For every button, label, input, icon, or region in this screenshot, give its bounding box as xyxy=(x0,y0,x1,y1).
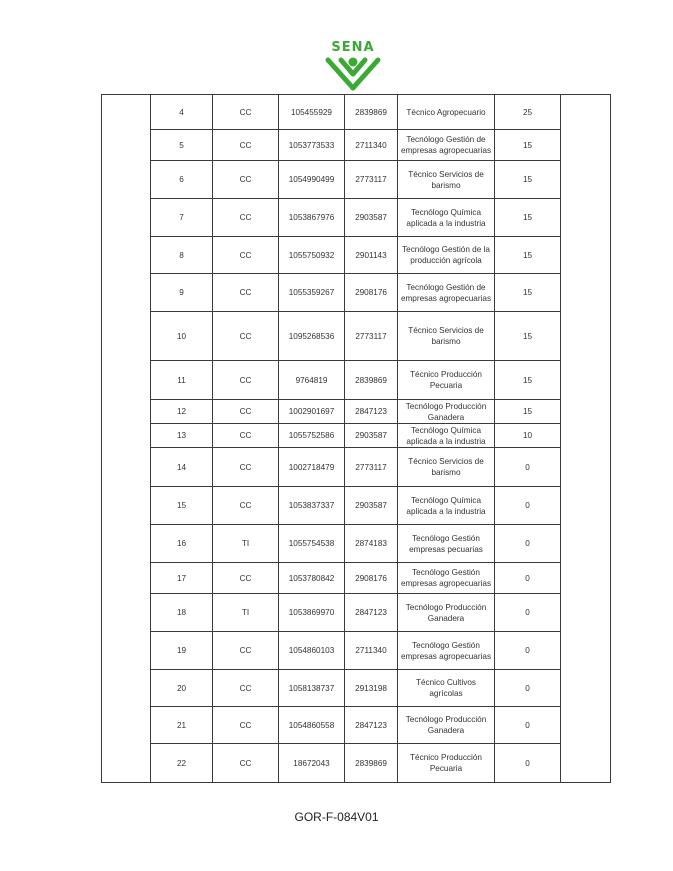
table-row xyxy=(102,744,611,783)
row-number-cell: 8 xyxy=(151,237,213,274)
program-name-cell xyxy=(398,594,495,632)
program-name-cell xyxy=(398,744,495,783)
program-name-line: empresas pecuarias xyxy=(409,544,483,554)
table-row xyxy=(102,400,611,424)
row-number-cell: 16 xyxy=(151,525,213,563)
id-number-cell: 1095268536 xyxy=(279,312,345,361)
program-name-line: empresas agropecuarias xyxy=(400,579,492,588)
program-name-line: barismo xyxy=(431,337,461,346)
program-name-line: agrícolas xyxy=(429,689,463,698)
doc-type-cell: TI xyxy=(213,525,279,563)
program-name-cell xyxy=(398,670,495,707)
table-row xyxy=(102,487,611,525)
table-row xyxy=(102,199,611,237)
row-number-cell: 19 xyxy=(151,632,213,670)
score-cell: 15 xyxy=(495,199,561,237)
row-number-cell: 21 xyxy=(151,707,213,744)
program-name-cell xyxy=(398,161,495,199)
program-name-cell xyxy=(398,274,495,312)
table-row xyxy=(102,594,611,632)
program-name-cell xyxy=(398,95,495,130)
doc-type-cell: CC xyxy=(213,632,279,670)
program-name-line: Técnico Producción xyxy=(410,370,482,379)
row-number-cell: 20 xyxy=(151,670,213,707)
program-name-line: Tecnólogo Producción xyxy=(405,602,487,612)
id-number-cell: 1053867976 xyxy=(279,199,345,237)
row-number-cell: 6 xyxy=(151,161,213,199)
score-cell: 0 xyxy=(495,487,561,525)
doc-type-cell: CC xyxy=(213,670,279,707)
program-code-cell: 2903587 xyxy=(345,199,398,237)
score-cell: 15 xyxy=(495,312,561,361)
program-code-cell: 2913198 xyxy=(345,670,398,707)
row-number-cell: 18 xyxy=(151,594,213,632)
score-cell: 25 xyxy=(495,95,561,130)
doc-type-cell: CC xyxy=(213,707,279,744)
score-cell: 15 xyxy=(495,400,561,424)
score-cell: 0 xyxy=(495,744,561,783)
doc-type-cell: CC xyxy=(213,312,279,361)
program-name-line: Tecnólogo Producción xyxy=(405,401,487,411)
program-code-cell: 2847123 xyxy=(345,707,398,744)
sena-figure-logo-icon xyxy=(324,52,382,92)
score-cell: 0 xyxy=(495,670,561,707)
program-code-cell: 2773117 xyxy=(345,448,398,487)
program-name-line: Tecnólogo Gestión xyxy=(412,533,480,543)
row-number-cell: 9 xyxy=(151,274,213,312)
id-number-cell: 1053869970 xyxy=(279,594,345,632)
row-number-cell: 11 xyxy=(151,361,213,400)
id-number-cell: 1054990499 xyxy=(279,161,345,199)
program-name-cell xyxy=(398,563,495,594)
program-name-cell xyxy=(398,487,495,525)
id-number-cell: 1054860103 xyxy=(279,632,345,670)
program-name-line: producción agrícola xyxy=(410,256,482,265)
table-row xyxy=(102,525,611,563)
score-cell: 0 xyxy=(495,707,561,744)
program-name-line: Ganadera xyxy=(427,412,465,422)
program-name-line: Tecnólogo Química xyxy=(410,425,482,435)
id-number-cell: 1055750932 xyxy=(279,237,345,274)
program-name-line: aplicada a la industria xyxy=(406,506,486,516)
program-name-cell xyxy=(398,237,495,274)
doc-type-cell: CC xyxy=(213,563,279,594)
table-row xyxy=(102,632,611,670)
program-code-cell: 2839869 xyxy=(345,744,398,783)
program-name-line: Pecuaria xyxy=(429,381,463,390)
program-name-line: Tecnólogo Producción xyxy=(405,715,487,724)
row-number-cell: 10 xyxy=(151,312,213,361)
score-cell: 0 xyxy=(495,563,561,594)
id-number-cell: 1002901697 xyxy=(279,400,345,424)
row-number-cell: 17 xyxy=(151,563,213,594)
table-row xyxy=(102,130,611,161)
table-row xyxy=(102,670,611,707)
doc-type-cell: CC xyxy=(213,448,279,487)
id-number-cell: 18672043 xyxy=(279,744,345,783)
doc-type-cell: CC xyxy=(213,199,279,237)
row-number-cell: 12 xyxy=(151,400,213,424)
row-number-cell: 22 xyxy=(151,744,213,783)
doc-type-cell: CC xyxy=(213,237,279,274)
score-cell: 0 xyxy=(495,594,561,632)
table-row xyxy=(102,237,611,274)
program-code-cell: 2903587 xyxy=(345,424,398,448)
id-number-cell: 1058138737 xyxy=(279,670,345,707)
program-name-cell xyxy=(398,400,495,424)
id-number-cell: 1053773533 xyxy=(279,130,345,161)
program-name-cell xyxy=(398,525,495,563)
score-cell: 15 xyxy=(495,130,561,161)
program-name-cell xyxy=(398,448,495,487)
id-number-cell: 1055359267 xyxy=(279,274,345,312)
sena-logo-text: SENA xyxy=(331,40,375,55)
document-code: GOR-F-084V01 xyxy=(294,810,379,824)
program-name-cell xyxy=(398,424,495,448)
doc-type-cell: CC xyxy=(213,130,279,161)
score-cell: 15 xyxy=(495,274,561,312)
score-cell: 15 xyxy=(495,237,561,274)
table-row xyxy=(102,95,611,130)
table-row xyxy=(102,563,611,594)
id-number-cell: 9764819 xyxy=(279,361,345,400)
program-name-line: barismo xyxy=(431,180,461,190)
score-cell: 15 xyxy=(495,361,561,400)
program-code-cell: 2903587 xyxy=(345,487,398,525)
table-row xyxy=(102,707,611,744)
program-name-line: Tecnólogo Gestión de xyxy=(406,135,486,144)
right-empty-column xyxy=(561,95,611,783)
doc-type-cell: CC xyxy=(213,400,279,424)
score-cell: 0 xyxy=(495,448,561,487)
program-code-cell: 2847123 xyxy=(345,594,398,632)
program-name-line: Pecuaria xyxy=(429,764,463,773)
score-cell: 0 xyxy=(495,525,561,563)
program-name-cell xyxy=(398,312,495,361)
table-row xyxy=(102,361,611,400)
data-table xyxy=(101,94,611,783)
table-row xyxy=(102,424,611,448)
program-name-line: Ganadera xyxy=(427,613,465,623)
id-number-cell: 1002718479 xyxy=(279,448,345,487)
program-name-line: Ganadera xyxy=(427,726,465,735)
program-name-line: empresas agropecuarias xyxy=(400,146,492,155)
program-name-line: Técnico Agropecuario xyxy=(406,107,486,117)
program-code-cell: 2773117 xyxy=(345,312,398,361)
doc-type-cell: CC xyxy=(213,161,279,199)
id-number-cell: 105455929 xyxy=(279,95,345,130)
row-number-cell: 15 xyxy=(151,487,213,525)
doc-type-cell: CC xyxy=(213,744,279,783)
id-number-cell: 1053780842 xyxy=(279,563,345,594)
program-name-cell xyxy=(398,707,495,744)
program-name-line: Tecnólogo Química xyxy=(410,207,482,217)
program-name-line: Técnico Servicios de xyxy=(408,457,484,466)
program-name-line: Tecnólogo Gestión de la xyxy=(402,245,490,254)
doc-type-cell: CC xyxy=(213,95,279,130)
program-code-cell: 2839869 xyxy=(345,361,398,400)
row-number-cell: 14 xyxy=(151,448,213,487)
table-row xyxy=(102,274,611,312)
program-code-cell: 2711340 xyxy=(345,632,398,670)
program-name-line: Tecnólogo Gestión xyxy=(412,568,480,577)
program-name-line: Tecnólogo Gestión xyxy=(412,640,480,650)
program-name-line: barismo xyxy=(431,468,461,477)
table-row xyxy=(102,448,611,487)
program-code-cell: 2874183 xyxy=(345,525,398,563)
program-name-line: Técnico Servicios de xyxy=(408,169,484,179)
score-cell: 0 xyxy=(495,632,561,670)
program-name-line: Técnico Cultivos xyxy=(415,678,477,687)
program-code-cell: 2908176 xyxy=(345,274,398,312)
doc-type-cell: CC xyxy=(213,424,279,448)
program-code-cell: 2839869 xyxy=(345,95,398,130)
program-name-line: Técnico Servicios de xyxy=(408,326,484,335)
program-code-cell: 2847123 xyxy=(345,400,398,424)
score-cell: 10 xyxy=(495,424,561,448)
program-name-cell xyxy=(398,361,495,400)
doc-type-cell: CC xyxy=(213,487,279,525)
row-number-cell: 5 xyxy=(151,130,213,161)
score-cell: 15 xyxy=(495,161,561,199)
row-number-cell: 13 xyxy=(151,424,213,448)
row-number-cell: 7 xyxy=(151,199,213,237)
program-name-cell xyxy=(398,199,495,237)
program-name-line: Tecnólogo Gestión de xyxy=(406,282,486,292)
table-row xyxy=(102,312,611,361)
program-name-line: aplicada a la industria xyxy=(406,436,486,446)
program-name-cell xyxy=(398,130,495,161)
program-code-cell: 2773117 xyxy=(345,161,398,199)
id-number-cell: 1055754538 xyxy=(279,525,345,563)
left-empty-column xyxy=(102,95,151,783)
doc-type-cell: CC xyxy=(213,361,279,400)
program-name-line: Técnico Producción xyxy=(410,753,482,762)
program-name-cell xyxy=(398,632,495,670)
doc-type-cell: CC xyxy=(213,274,279,312)
id-number-cell: 1055752586 xyxy=(279,424,345,448)
program-name-line: empresas agropecuarias xyxy=(400,651,492,661)
program-name-line: empresas agropecuarias xyxy=(400,293,492,303)
id-number-cell: 1054860558 xyxy=(279,707,345,744)
row-number-cell: 4 xyxy=(151,95,213,130)
program-code-cell: 2901143 xyxy=(345,237,398,274)
program-name-line: aplicada a la industria xyxy=(406,218,486,228)
sena-logo xyxy=(324,40,382,92)
program-code-cell: 2908176 xyxy=(345,563,398,594)
program-name-line: Tecnólogo Química xyxy=(410,495,482,505)
table-row xyxy=(102,161,611,199)
id-number-cell: 1053837337 xyxy=(279,487,345,525)
doc-type-cell: TI xyxy=(213,594,279,632)
program-code-cell: 2711340 xyxy=(345,130,398,161)
